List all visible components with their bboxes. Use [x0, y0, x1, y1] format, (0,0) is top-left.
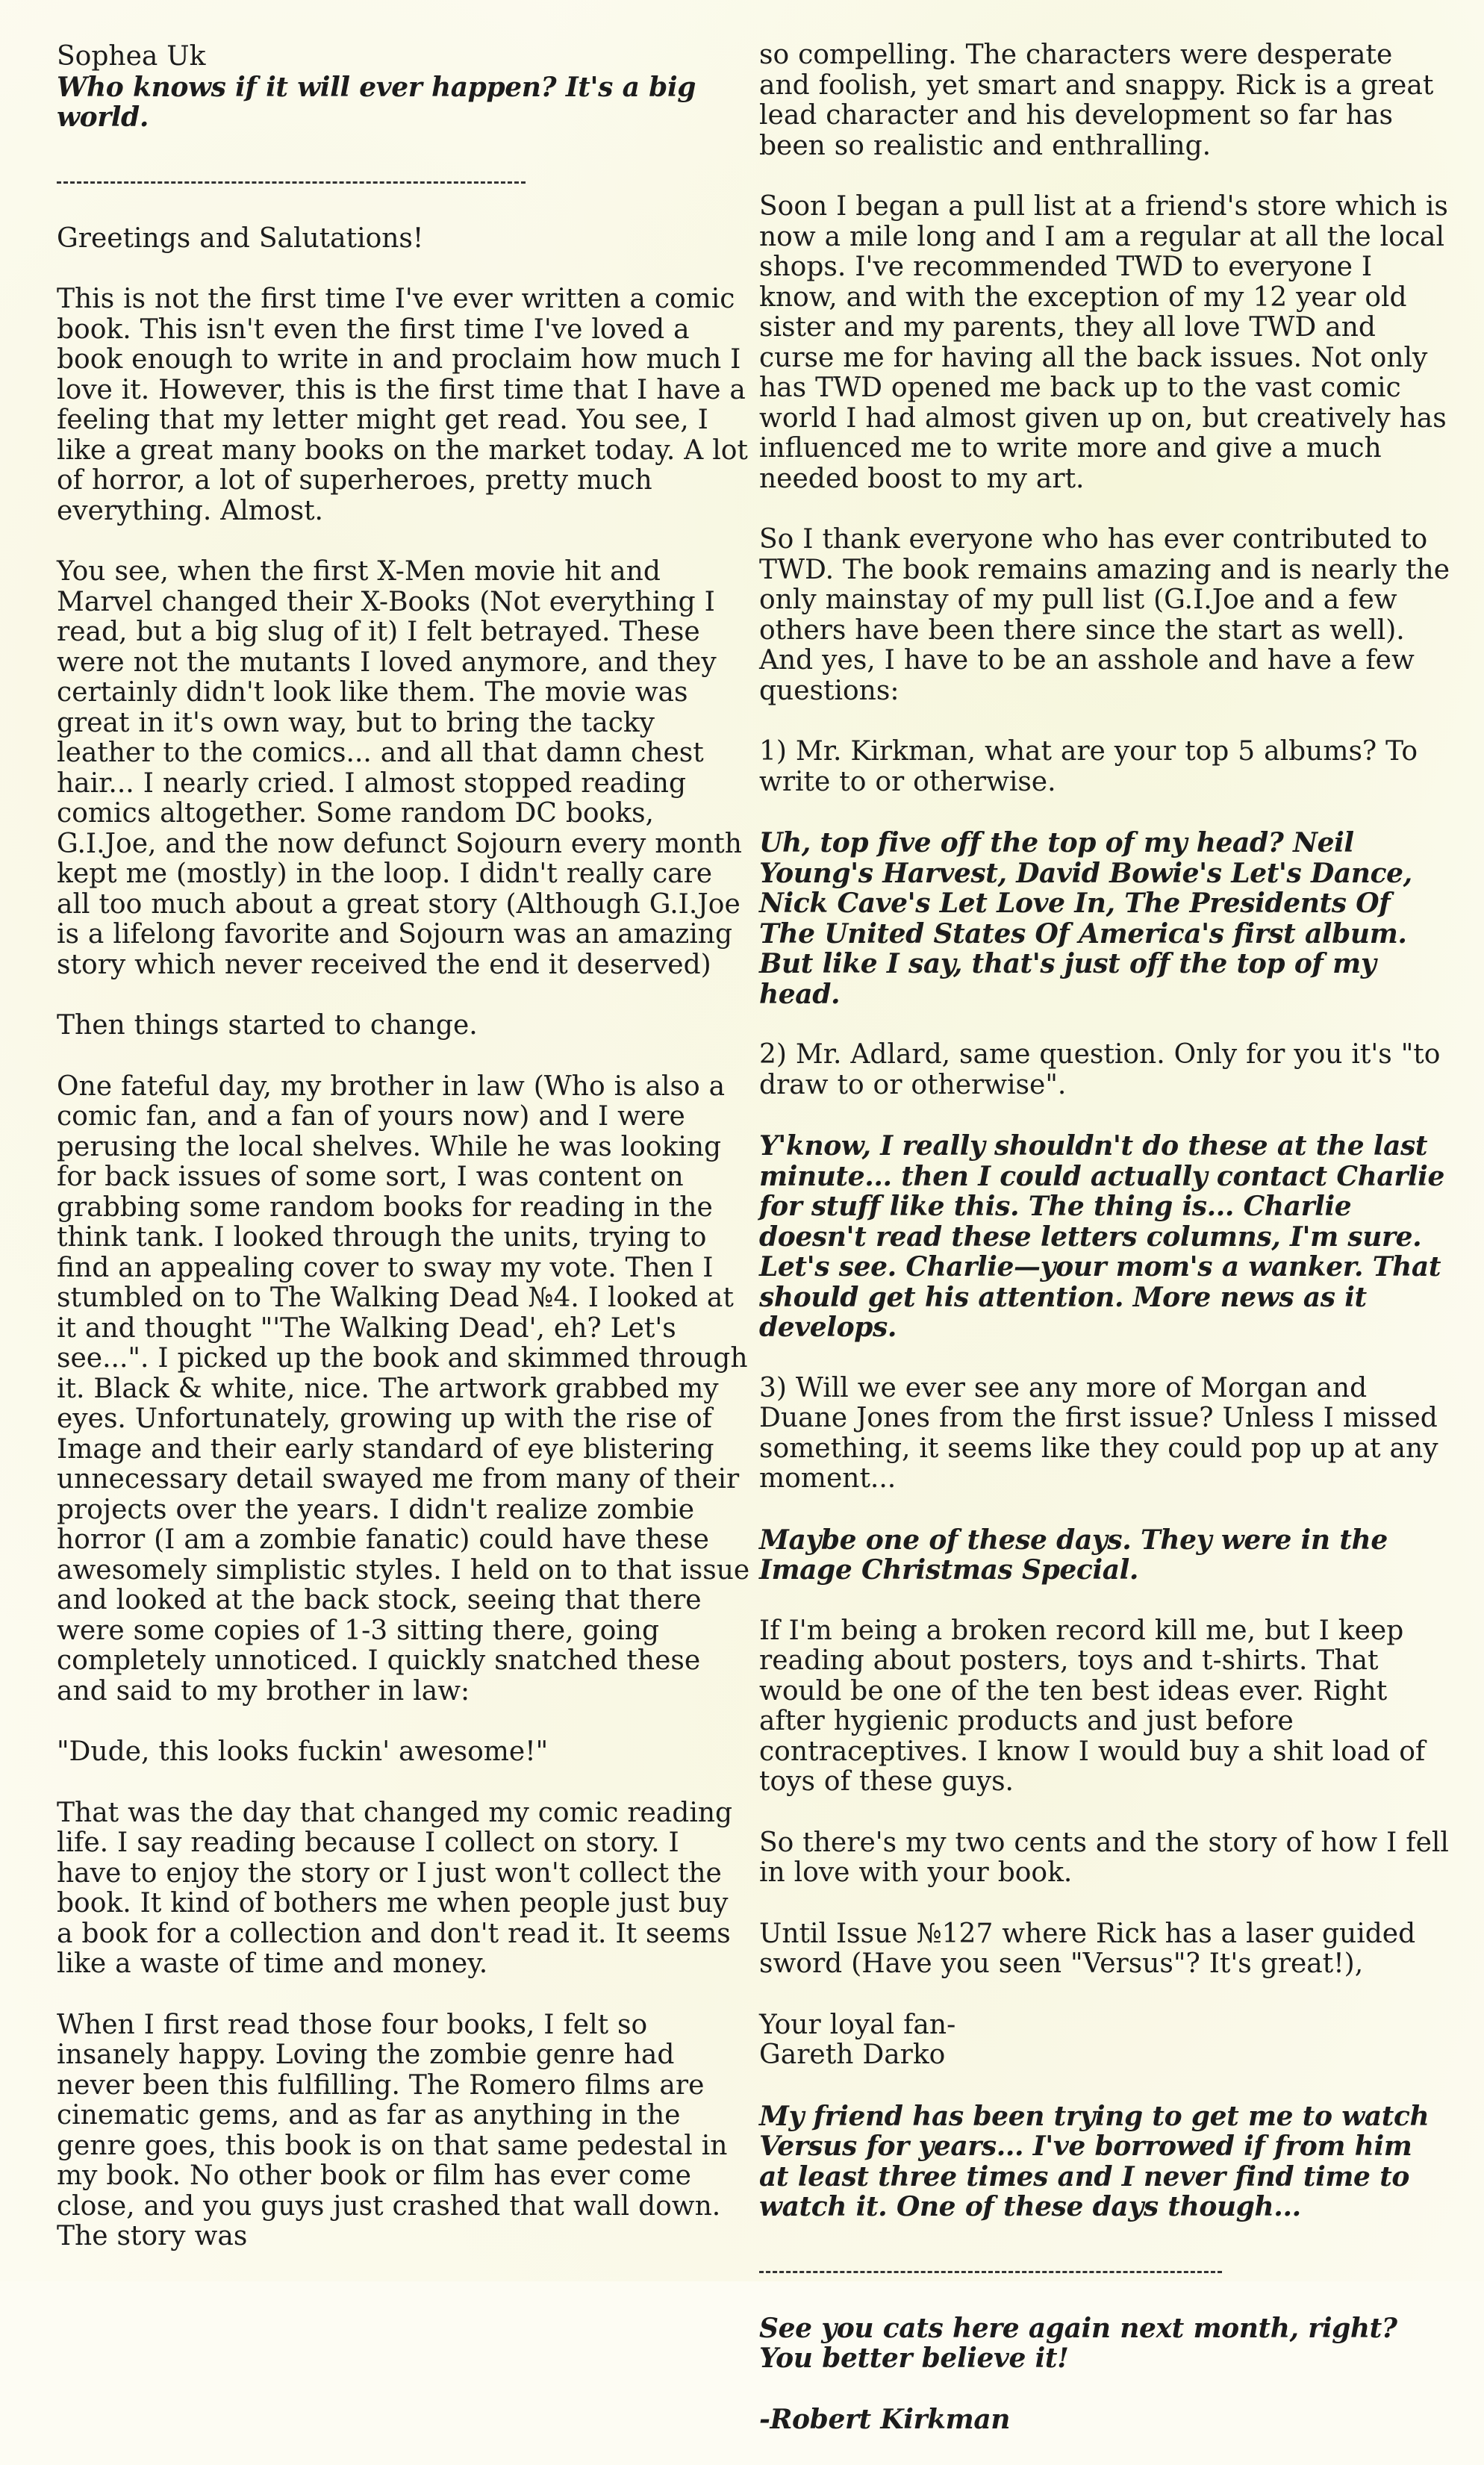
letter-signature: Gareth Darko: [759, 2039, 946, 2070]
previous-letter-signature: Sophea Uk: [57, 41, 206, 72]
editor-reply: My friend has been trying to get me to watch Versus for years... I've borrowed if from him at least three times and I never find time to watch it. One of these days though...: [759, 2100, 1430, 2222]
letter-question: 2) Mr. Adlard, same question. Only for you it's "to draw to or otherwise".: [759, 1039, 1441, 1100]
letter-paragraph: "Dude, this looks fuckin' awesome!": [57, 1736, 549, 1767]
editor-reply: Who knows if it will ever happen? It's a big world.: [57, 71, 696, 133]
letter-paragraph: If I'm being a broken record kill me, but I keep reading about posters, toys and t-shirts. That would be one of the ten best ideas ever. Right after hygienic products and just before contraceptives. I know I would buy a shit load of toys of these guys.: [759, 1615, 1426, 1797]
letter-divider: [57, 163, 751, 193]
editor-reply: Uh, top five off the top of my head? Neil Young's Harvest, David Bowie's Let's Dance, Nick Cave's Let Love In, The Presidents Of The United States Of America's first album. But like I say, that's just off the top of my head.: [759, 827, 1412, 1010]
letter-paragraph: You see, when the first X-Men movie hit and Marvel changed their X-Books (Not everything I read, but a big slug of it) I felt betrayed. These were not the mutants I loved anymore, and they certainly didn't look like them. The movie was great in it's own way, but to bring the tacky leather to the comics... and all that damn chest hair... I nearly cried. I almost stopped reading comics altogether. Some random DC books, G.I.Joe, and the now defunct Sojourn every month kept me (mostly) in the loop. I didn't really care all too much about a great story (Although G.I.Joe is a lifelong favorite and Sojourn was an amazing story which never received the end it deserved): [57, 556, 742, 980]
letter-question: 1) Mr. Kirkman, what are your top 5 albums? To write to or otherwise.: [759, 736, 1418, 797]
left-column: [57, 42, 751, 2283]
letter-signoff: Your loyal fan-: [759, 2009, 956, 2040]
letter-paragraph: This is not the first time I've ever written a comic book. This isn't even the first time I've loved a book enough to write in and proclaim how much I love it. However, this is the first time that I have a feeling that my letter might get read. You see, I like a great many books on the market today. A lot of horror, a lot of superheroes, pretty much everything. Almost.: [57, 284, 748, 526]
letter-paragraph: One fateful day, my brother in law (Who is also a comic fan, and a fan of yours now) and I were perusing the local shelves. While he was looking for back issues of some sort, I was content on grabbing some random books for reading in the think tank. I looked through the units, trying to find an appealing cover to sway my vote. Then I stumbled on to The Walking Dead №4. I looked at it and thought "'The Walking Dead', eh? Let's see...". I picked up the book and skimmed through it. Black & white, nice. The artwork grabbed my eyes. Unfortunately, growing up with the rise of Image and their early standard of eye blistering unnecessary detail swayed me from many of their projects over the years. I didn't realize zombie horror (I am a zombie fanatic) could have these awesomely simplistic styles. I held on to that issue and looked at the back stock, seeing that there were some copies of 1-3 sitting there, going completely unnoticed. I quickly snatched these and said to my brother in law:: [57, 1071, 750, 1707]
letter-paragraph: When I first read those four books, I felt so insanely happy. Loving the zombie genre had never been this fulfilling. The Romero films are cinematic gems, and as far as anything in the genre goes, this book is on that same pedestal in my book. No other book or film has ever come close, and you guys just crashed that wall down. The story was: [57, 2009, 728, 2251]
letter-paragraph: So I thank everyone who has ever contributed to TWD. The book remains amazing and is nearly the only mainstay of my pull list (G.I.Joe and a few others have been there since the start as well). And yes, I have to be an asshole and have a few questions:: [759, 524, 1450, 706]
letter-paragraph: so compelling. The characters were desperate and foolish, yet smart and snappy. Rick is a great lead character and his development so far has been so realistic and enthralling.: [759, 40, 1434, 161]
letter-question: 3) Will we ever see any more of Morgan and Duane Jones from the first issue? Unless I missed something, it seems like they could pop up at any moment...: [759, 1372, 1438, 1494]
section-divider: [759, 2253, 1450, 2283]
letter-paragraph: Until Issue №127 where Rick has a laser guided sword (Have you seen "Versus"? It's great!),: [759, 1918, 1416, 1979]
letter-greeting: Greetings and Salutations!: [57, 222, 424, 254]
letter-paragraph: That was the day that changed my comic reading life. I say reading because I collect on story. I have to enjoy the story or I just won't collect the book. It kind of bothers me when people just buy a book for a collection and don't read it. It seems like a waste of time and money.: [57, 1797, 733, 1979]
editor-reply: Maybe one of these days. They were in the Image Christmas Special.: [759, 1524, 1388, 1586]
right-column: [759, 40, 1450, 2465]
editor-reply: Y'know, I really shouldn't do these at the last minute... then I could actually contact Charlie for stuff like this. The thing is... Charlie doesn't read these letters columns, I'm sure. Let's see. Charlie—your mom's a wanker. That should get his attention. More news as it develops.: [759, 1130, 1444, 1343]
letter-paragraph: So there's my two cents and the story of how I fell in love with your book.: [759, 1827, 1449, 1888]
letter-paragraph: Then things started to change.: [57, 1010, 478, 1041]
editor-signature: -Robert Kirkman: [759, 2403, 1011, 2435]
letter-paragraph: Soon I began a pull list at a friend's store which is now a mile long and I am a regular at all the local shops. I've recommended TWD to everyone I know, and with the exception of my 12 year old sister and my parents, they all love TWD and curse me for having all the back issues. Not only has TWD opened me back up to the vast comic world I had almost given up on, but creatively has influenced me to write more and give a much needed boost to my art.: [759, 191, 1448, 494]
editor-closing: See you cats here again next month, right? You better believe it!: [759, 2312, 1397, 2374]
